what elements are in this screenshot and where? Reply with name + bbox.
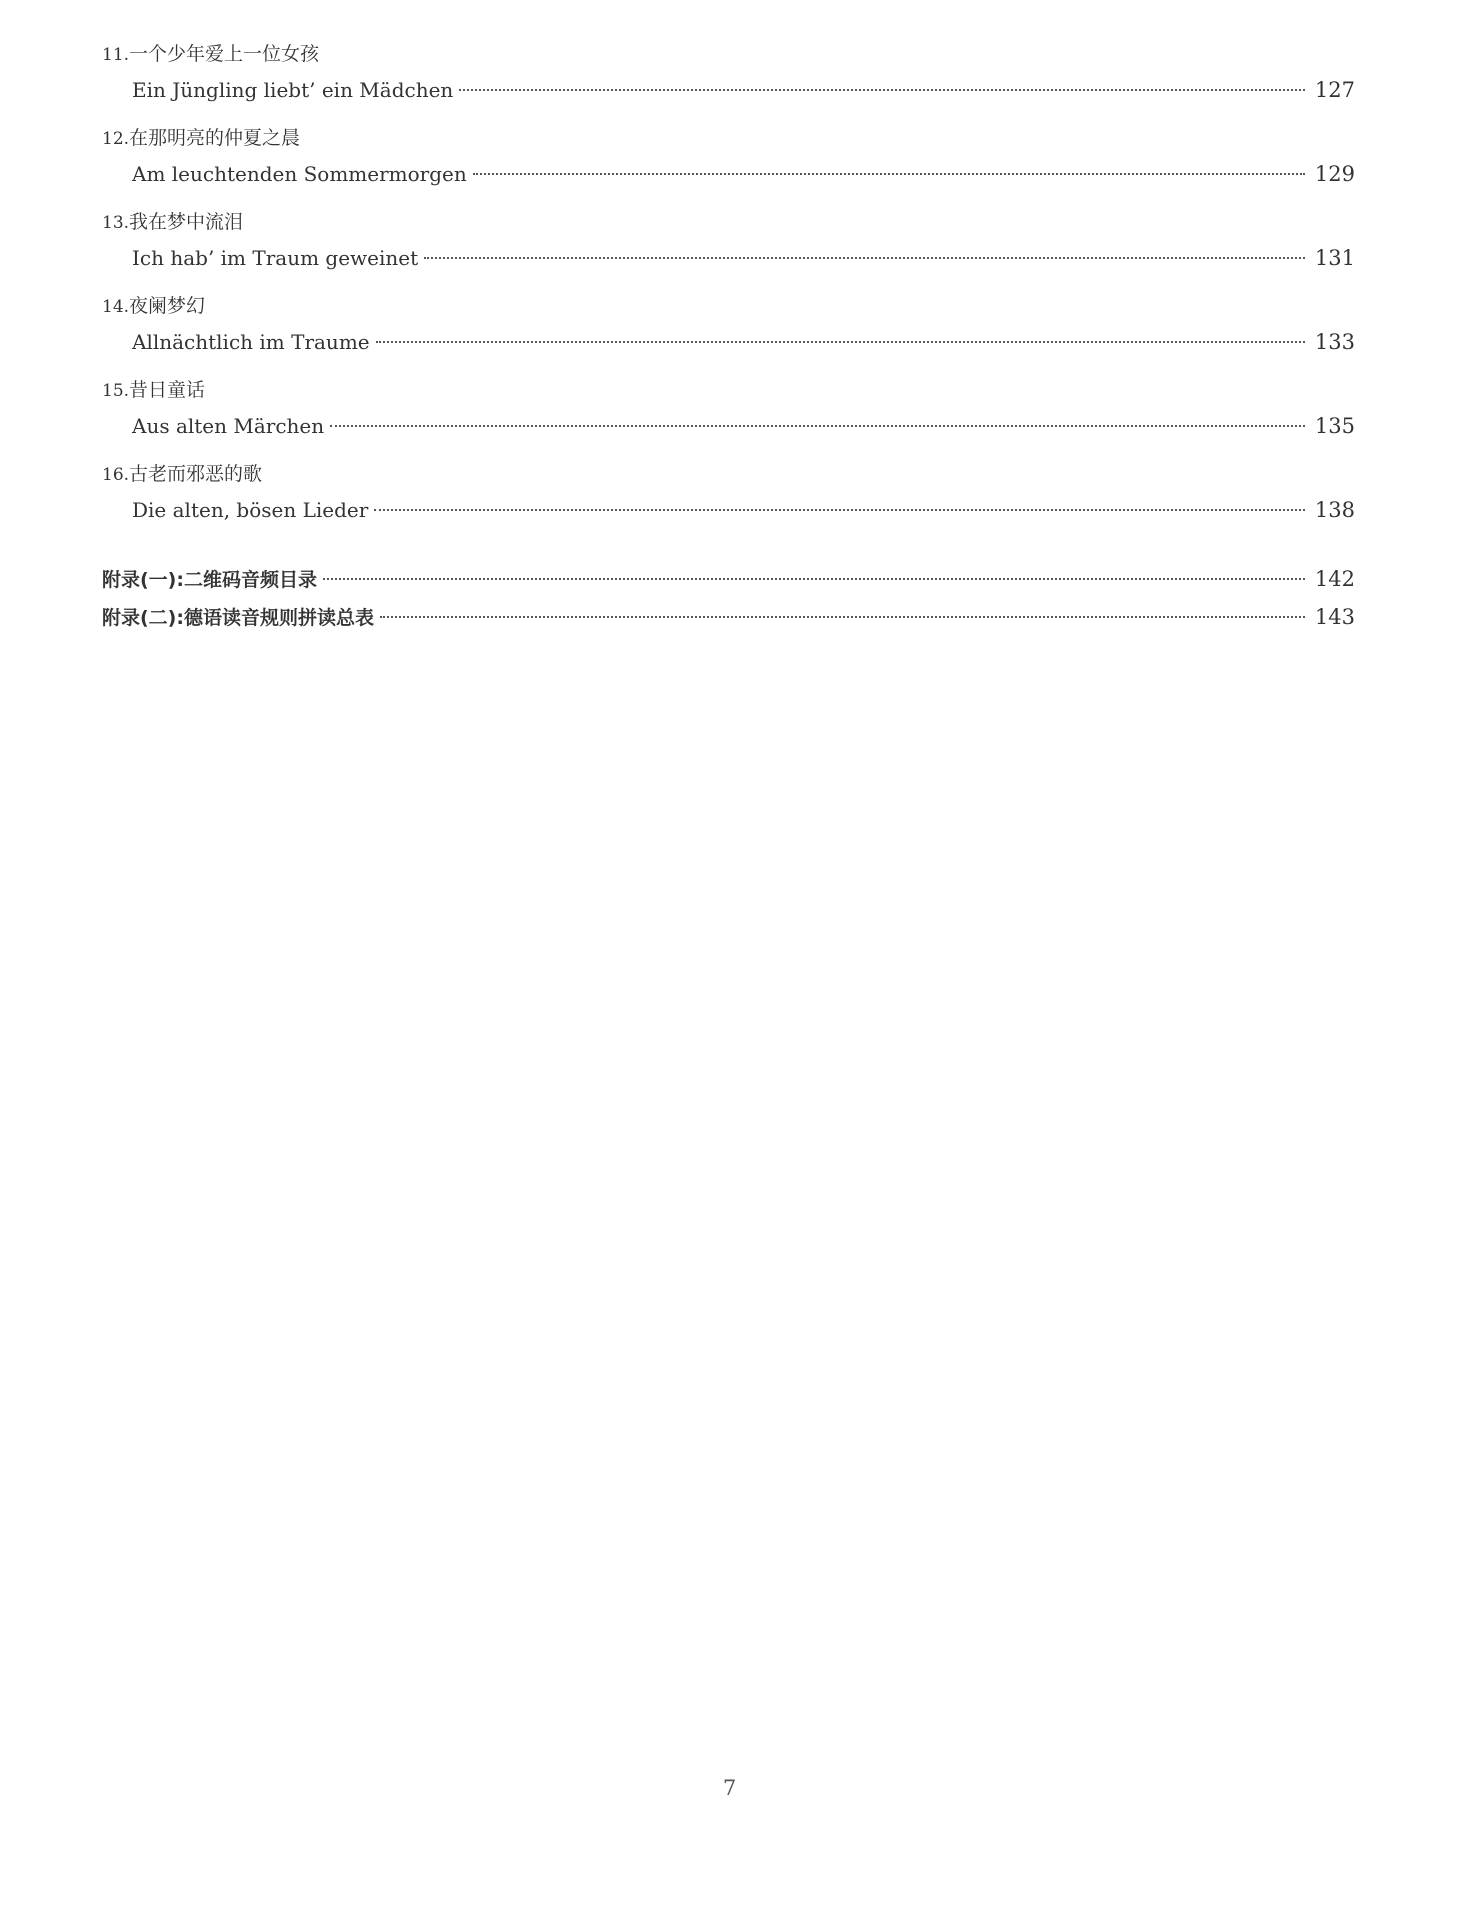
toc-entry-chinese-title	[102, 458, 1355, 490]
page-number: 7	[722, 1776, 737, 1800]
toc-entry-german-line	[102, 490, 1355, 530]
table-of-contents	[102, 38, 1355, 636]
toc-entry-chinese-text: 昔日童话	[129, 379, 206, 401]
toc-entry-page-number: 129	[1314, 162, 1355, 186]
toc-entry-chinese-title	[102, 290, 1355, 322]
toc-appendix-title: 附录(二):德语读音规则拼读总表	[102, 607, 374, 629]
toc-entry-number: 16.	[102, 465, 130, 485]
toc-entry-chinese-text: 一个少年爱上一位女孩	[129, 43, 320, 65]
toc-entry-chinese-title	[102, 38, 1355, 70]
toc-appendix-page-number: 143	[1314, 605, 1355, 629]
toc-entry-german-line	[102, 154, 1355, 194]
toc-entry-german-line	[102, 238, 1355, 278]
toc-entry-12	[102, 122, 1355, 206]
toc-entry-page-number: 133	[1314, 330, 1355, 354]
toc-entry-german-title: Allnächtlich im Traume	[132, 330, 370, 354]
toc-entry-number: 11.	[102, 45, 130, 65]
toc-appendix-1	[102, 560, 1355, 598]
dot-leader	[380, 616, 1305, 618]
toc-entry-chinese-text: 在那明亮的仲夏之晨	[129, 127, 301, 149]
toc-appendix-page-number: 142	[1314, 567, 1355, 591]
toc-entry-14	[102, 290, 1355, 374]
dot-leader	[323, 578, 1305, 580]
toc-entry-german-line	[102, 322, 1355, 362]
toc-entry-chinese-text: 古老而邪恶的歌	[129, 463, 263, 485]
toc-entry-chinese-title	[102, 122, 1355, 154]
toc-entry-german-title: Ein Jüngling liebt’ ein Mädchen	[132, 78, 454, 102]
toc-entry-chinese-text: 我在梦中流泪	[129, 211, 244, 233]
toc-entry-11	[102, 38, 1355, 122]
toc-entry-number: 15.	[102, 381, 130, 401]
dot-leader	[459, 89, 1305, 91]
toc-appendix-title: 附录(一):二维码音频目录	[102, 569, 317, 591]
dot-leader	[330, 425, 1305, 427]
toc-entry-german-title: Aus alten Märchen	[132, 414, 325, 438]
toc-appendix-2	[102, 598, 1355, 636]
toc-entry-german-title: Ich hab’ im Traum geweinet	[132, 246, 419, 270]
toc-entry-16	[102, 458, 1355, 542]
toc-entry-chinese-title	[102, 374, 1355, 406]
toc-entry-page-number: 138	[1314, 498, 1355, 522]
toc-entry-german-title: Die alten, bösen Lieder	[132, 498, 369, 522]
toc-entry-number: 13.	[102, 213, 130, 233]
toc-entry-page-number: 131	[1314, 246, 1355, 270]
toc-entry-german-line	[102, 406, 1355, 446]
dot-leader	[424, 257, 1305, 259]
toc-entry-number: 12.	[102, 129, 130, 149]
section-spacer	[102, 542, 1355, 560]
toc-entry-page-number: 127	[1314, 78, 1355, 102]
toc-entry-chinese-text: 夜阑梦幻	[129, 295, 206, 317]
toc-entry-page-number: 135	[1314, 414, 1355, 438]
toc-entry-chinese-title	[102, 206, 1355, 238]
dot-leader	[376, 341, 1305, 343]
toc-entry-15	[102, 374, 1355, 458]
toc-entry-german-title: Am leuchtenden Sommermorgen	[132, 162, 467, 186]
toc-entry-13	[102, 206, 1355, 290]
dot-leader	[473, 173, 1305, 175]
toc-entry-german-line	[102, 70, 1355, 110]
toc-entry-number: 14.	[102, 297, 130, 317]
dot-leader	[374, 509, 1305, 511]
